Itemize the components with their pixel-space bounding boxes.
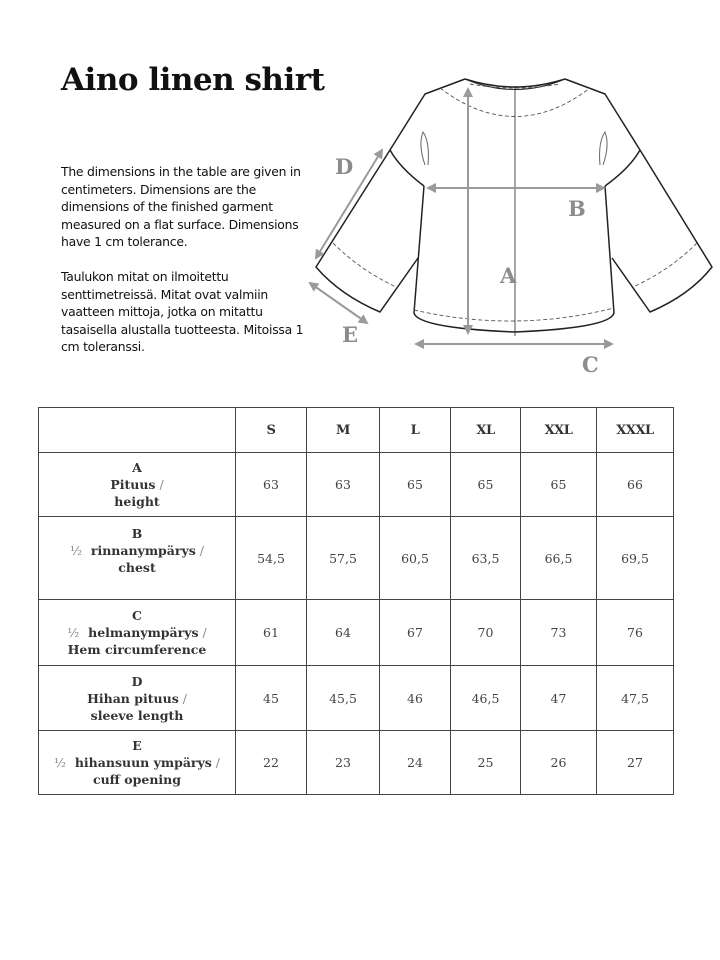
- value-cell: 25: [451, 731, 521, 795]
- size-header-xxl: XXL: [521, 408, 597, 453]
- value-cell: 65: [380, 453, 451, 517]
- measurement-name-en: height: [114, 494, 160, 509]
- value-cell: 67: [380, 600, 451, 666]
- measurement-letter: C: [132, 608, 142, 623]
- measurement-name-fi: hihansuun ympärys: [74, 755, 212, 770]
- value-cell: 66: [597, 453, 674, 517]
- half-symbol: ½: [53, 755, 67, 770]
- label-d: D: [335, 154, 354, 179]
- value-cell: 63: [307, 453, 380, 517]
- slash: /: [155, 477, 164, 492]
- value-cell: 76: [597, 600, 674, 666]
- value-cell: 47: [521, 666, 597, 731]
- label-c: C: [582, 352, 599, 377]
- size-header-xl: XL: [451, 408, 521, 453]
- value-cell: 23: [307, 731, 380, 795]
- table-header-row: [39, 408, 674, 453]
- value-cell: 54,5: [236, 517, 307, 600]
- measurement-name-en: chest: [118, 560, 156, 575]
- value-cell: 27: [597, 731, 674, 795]
- value-cell: 64: [307, 600, 380, 666]
- header-blank-cell: [39, 408, 236, 453]
- slash: /: [195, 543, 204, 558]
- value-cell: 45: [236, 666, 307, 731]
- value-cell: 57,5: [307, 517, 380, 600]
- half-symbol: ½: [70, 543, 83, 558]
- value-cell: 73: [521, 600, 597, 666]
- table-row: [39, 666, 674, 731]
- value-cell: 22: [236, 731, 307, 795]
- slash: /: [198, 625, 207, 640]
- measurement-label: [39, 731, 236, 795]
- measure-arrows: [310, 89, 612, 344]
- half-symbol: ½: [67, 625, 80, 640]
- value-cell: 69,5: [597, 517, 674, 600]
- value-cell: 61: [236, 600, 307, 666]
- value-cell: 70: [451, 600, 521, 666]
- value-cell: 65: [451, 453, 521, 517]
- measurement-label: [39, 666, 236, 731]
- measurement-name-fi: helmanympärys: [88, 625, 199, 640]
- slash: /: [178, 690, 187, 706]
- table-row: [39, 731, 674, 795]
- size-chart-table: [38, 407, 674, 795]
- value-cell: 65: [521, 453, 597, 517]
- measurement-letter: A: [132, 460, 142, 475]
- value-cell: 24: [380, 731, 451, 795]
- value-cell: 47,5: [597, 666, 674, 731]
- shirt-measurement-diagram: [300, 70, 720, 380]
- page-title: Aino linen shirt: [61, 62, 325, 98]
- measurement-name-fi: rinnanympärys: [90, 543, 196, 558]
- size-header-m: M: [307, 408, 380, 453]
- measurement-letter: D: [131, 673, 143, 689]
- table-row: [39, 600, 674, 666]
- measurement-letter: E: [132, 738, 142, 753]
- value-cell: 66,5: [521, 517, 597, 600]
- table-row: [39, 453, 674, 517]
- measurement-letter: B: [131, 526, 143, 541]
- size-header-l: L: [380, 408, 451, 453]
- measurement-label: [39, 600, 236, 666]
- description-english: The dimensions in the table are given in centimeters. Dimensions are the dimensions of the finished garment measured on a flat surface. Dimensions have 1 cm tolerance.: [61, 164, 301, 249]
- label-e: E: [342, 322, 359, 347]
- value-cell: 63,5: [451, 517, 521, 600]
- slash: /: [211, 755, 220, 770]
- label-a: A: [500, 263, 517, 288]
- measurement-name-fi: Hihan pituus: [87, 690, 179, 706]
- value-cell: 45,5: [307, 666, 380, 731]
- shirt-outline: [316, 79, 712, 332]
- measurement-name-en: Hem circumference: [67, 642, 207, 657]
- value-cell: 60,5: [380, 517, 451, 600]
- measurement-name-en: sleeve length: [90, 707, 184, 723]
- description-finnish: Taulukon mitat on ilmoitettu senttimetreissä. Mitat ovat valmiin vaatteen mittoja, jotka on mitattu tasaisella alustalla tuotteesta. Mitoissa 1 cm toleranssi.: [61, 269, 304, 354]
- value-cell: 46: [380, 666, 451, 731]
- table-row: [39, 517, 674, 600]
- measurement-name-fi: Pituus: [110, 477, 156, 492]
- label-b: B: [568, 196, 586, 221]
- armhole-darts: [421, 132, 607, 165]
- value-cell: 26: [521, 731, 597, 795]
- size-header-s: S: [236, 408, 307, 453]
- size-header-xxxl: XXXL: [597, 408, 674, 453]
- value-cell: 46,5: [451, 666, 521, 731]
- measurement-label: [39, 453, 236, 517]
- measurement-name-en: cuff opening: [92, 772, 181, 787]
- measurement-label: [39, 517, 236, 600]
- value-cell: 63: [236, 453, 307, 517]
